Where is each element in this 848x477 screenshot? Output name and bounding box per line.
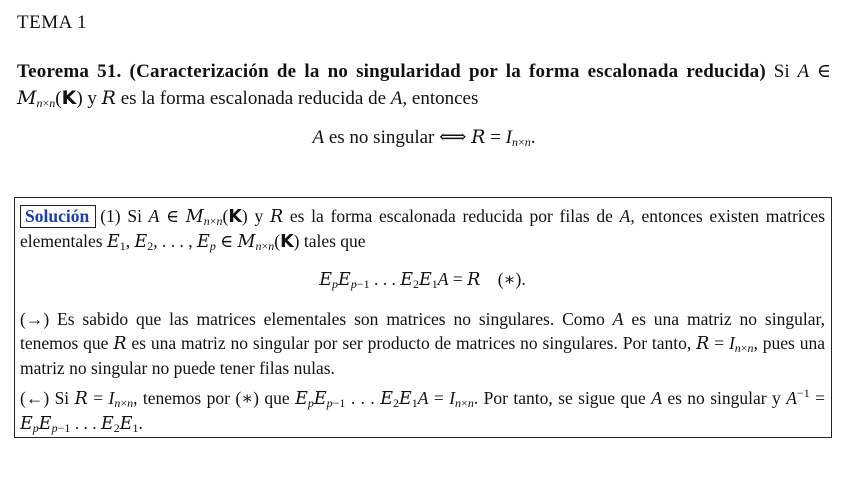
theorem-block [17,58,831,151]
solution-paragraph-1: Solución (1) Si A ∈ $M_{n\times n}(K)$ y R es la forma escalonada reducida por filas de A, entonces existen matrices elementales $E_1$, $E_2$, . . . , $E_p$ ∈ $M_{n\times n}(K)$ tales que [20,206,826,253]
solution-label: Solución [20,205,96,228]
solution-box [14,197,832,438]
theorem-display-equation: A es no singular ⟺ $R = I_{n\times n}$. [312,126,536,149]
chapter-header: TEMA 1 [17,12,88,33]
solution-forward-direction: (→) Es sabido que las matrices elementales son matrices no singulares. Como A es una matriz no singular, tenemos que R es una matriz no singular por ser producto de matrices no singulares. Por tanto, $R = I_{n\times n}$, pues una matriz no singular no puede tener filas nulas. [20,309,825,378]
theorem-statement: Si A ∈ $M_{n\times n}(K)$ y R es la forma escalonada reducida de A, entonces [17,61,831,110]
solution-backward-direction: (←) Si $R = I_{n\times n}$, tenemos por (∗) que $E_pE_{p-1}$ . . . $E_2E_1A = I_{n\times n}$. Por tanto, se sigue que A es no singular y $A^{-1} = E_pE_{p-1}$ . . . $E_2E_1$. [20,386,825,435]
theorem-heading: Teorema 51. (Caracterización de la no singularidad por la forma escalonada reducida) [17,61,766,82]
solution-equation-star: $E_pE_{p-1}$ . . . $E_2E_1A = R$ (∗). [319,269,526,291]
